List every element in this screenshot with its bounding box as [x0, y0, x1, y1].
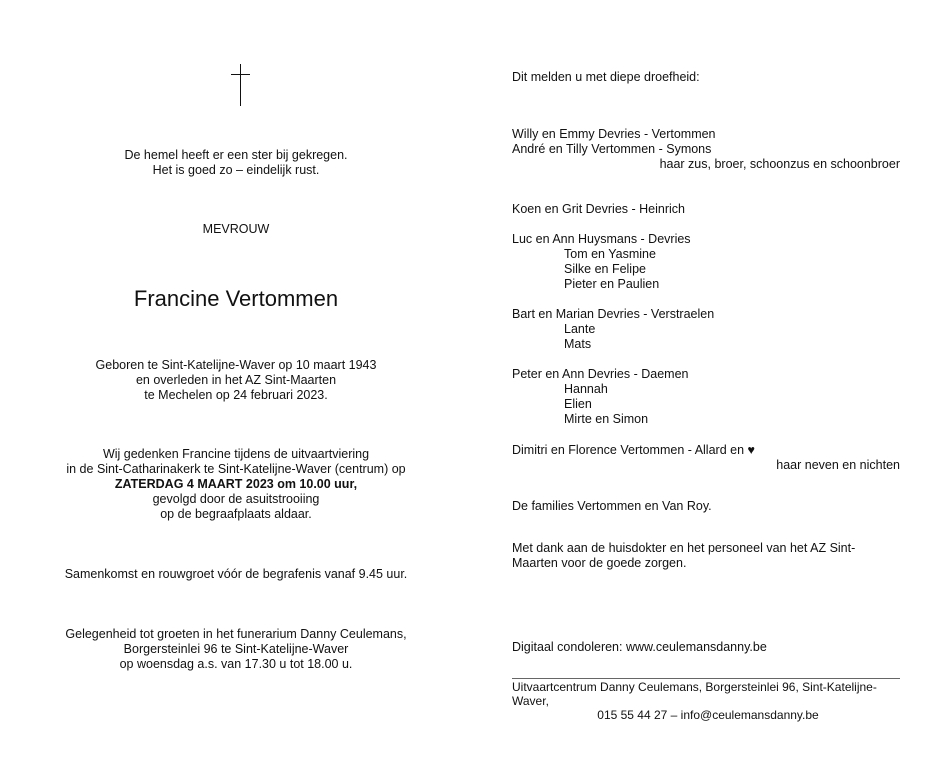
service-info	[40, 447, 432, 522]
honorific: MEVROUW	[202, 222, 270, 236]
family-dimitri	[512, 443, 900, 473]
deceased-name: Francine Vertommen	[133, 286, 339, 311]
family-peter	[512, 367, 688, 427]
family-head: Bart en Marian Devries - Verstraelen	[512, 307, 715, 321]
family-bart	[512, 307, 714, 352]
family-koen: Koen en Grit Devries - Heinrich	[512, 202, 685, 216]
footer-contact: 015 55 44 27 – info@ceulemansdanny.be	[597, 708, 819, 722]
family-child: Hannah	[564, 382, 608, 396]
sibling-line: André en Tilly Vertommen - Symons	[512, 142, 712, 156]
service-line: in de Sint-Catharinakerk te Sint-Katelijne-Waver (centrum) op	[66, 462, 406, 476]
family-child: Elien	[564, 397, 592, 411]
family-child: Tom en Yasmine	[564, 247, 656, 261]
family-child: Silke en Felipe	[564, 262, 646, 276]
thanks-block	[512, 541, 855, 571]
viewing-line: op woensdag a.s. van 17.30 u tot 18.00 u.	[119, 657, 353, 671]
service-line: gevolgd door de asuitstrooiing	[152, 492, 320, 506]
siblings-block	[512, 127, 900, 172]
footer	[512, 680, 904, 722]
thanks-line: Maarten voor de goede zorgen.	[512, 556, 687, 570]
family-child: Lante	[564, 322, 596, 336]
nephews-nieces: haar neven en nichten	[776, 458, 900, 472]
online-condolence: Digitaal condoleren: www.ceulemansdanny.be	[512, 640, 767, 654]
intro-text: Dit melden u met diepe droefheid:	[512, 70, 700, 84]
family-child: Mats	[564, 337, 592, 351]
viewing-line: Borgersteinlei 96 te Sint-Katelijne-Waver	[123, 642, 349, 656]
viewing-line: Gelegenheid tot groeten in het funerarium Danny Ceulemans,	[65, 627, 407, 641]
quote-line: Het is goed zo – eindelijk rust.	[152, 163, 320, 177]
sibling-line: Willy en Emmy Devries - Vertommen	[512, 127, 716, 141]
thanks-line: Met dank aan de huisdokter en het personeel van het AZ Sint-	[512, 541, 856, 555]
service-date: ZATERDAG 4 MAART 2023 om 10.00 uur,	[114, 477, 358, 491]
birth-line: te Mechelen op 24 februari 2023.	[144, 388, 328, 402]
family-luc	[512, 232, 691, 292]
service-line: Wij gedenken Francine tijdens de uitvaartviering	[102, 447, 370, 461]
quote	[40, 148, 432, 178]
family-child: Mirte en Simon	[564, 412, 649, 426]
family-head: Luc en Ann Huysmans - Devries	[512, 232, 691, 246]
family-head: Dimitri en Florence Vertommen - Allard en ♥	[512, 443, 755, 457]
families-line: De families Vertommen en Van Roy.	[512, 499, 712, 513]
footer-address: Uitvaartcentrum Danny Ceulemans, Borgersteinlei 96, Sint-Katelijne-Waver,	[512, 680, 877, 708]
sibling-relation: haar zus, broer, schoonzus en schoonbroer	[659, 157, 900, 171]
family-head: Peter en Ann Devries - Daemen	[512, 367, 689, 381]
birth-death-info	[40, 358, 432, 403]
family-child: Pieter en Paulien	[564, 277, 660, 291]
birth-line: Geboren te Sint-Katelijne-Waver op 10 maart 1943	[95, 358, 377, 372]
quote-line: De hemel heeft er een ster bij gekregen.	[124, 148, 348, 162]
gathering-info: Samenkomst en rouwgroet vóór de begrafenis vanaf 9.45 uur.	[64, 567, 408, 581]
service-line: op de begraafplaats aldaar.	[160, 507, 312, 521]
footer-divider	[512, 678, 900, 679]
birth-line: en overleden in het AZ Sint-Maarten	[135, 373, 337, 387]
viewing-info	[40, 627, 432, 672]
